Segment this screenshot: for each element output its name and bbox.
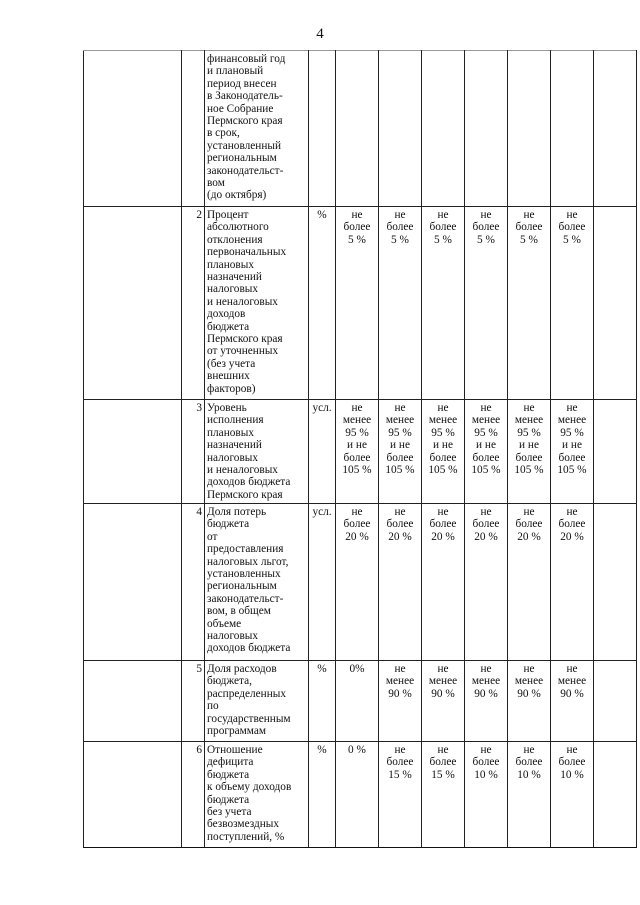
value-text: не более 10 % [558,744,586,781]
table-cell-value [551,207,594,400]
table-cell-value [551,742,594,848]
indicator-name-text: финансовый год и плановый период внесен в Законодатель- ное Собрание Пермского края в срок, установленный региональным законодательст- вом (до октября) [207,53,286,202]
table-cell-value [379,504,422,661]
table-cell-blank [84,661,182,742]
table-cell-value [422,504,465,661]
table-cell-value [508,51,551,207]
value-text: не менее 90 % [557,663,587,700]
table-cell-unit: % [309,207,336,400]
value-text: не более 20 % [515,506,543,543]
value-text: 0 % [348,744,366,756]
table-row [84,51,637,207]
table-cell-value [379,51,422,207]
table-cell-value [422,742,465,848]
table-cell-value [336,400,379,504]
value-text: не менее 90 % [471,663,501,700]
value-text: не более 5 % [386,209,414,246]
table-cell-indicator-name [205,742,309,848]
table-cell-indicator-name [205,51,309,207]
value-text: не более 20 % [386,506,414,543]
table-cell-value [379,661,422,742]
table-cell-indicator-name [205,504,309,661]
table-cell-blank [84,400,182,504]
table-cell-value [465,400,508,504]
table-cell-indicator-name [205,661,309,742]
table-cell-number: 4 [182,504,205,661]
table-cell-value [551,661,594,742]
value-text: не более 20 % [472,506,500,543]
indicator-name-text: Процент абсолютного отклонения первоначальных плановых назначений налоговых и неналоговых доходов бюджета Пермского края от уточненных (без учета внешних факторов) [207,209,287,395]
table-cell-number: 6 [182,742,205,848]
table-cell-unit [309,51,336,207]
table-cell-number: 3 [182,400,205,504]
table-cell-value [465,742,508,848]
table-cell-unit: усл. [309,400,336,504]
value-text: не менее 95 % и не более 105 % [514,402,544,477]
table-cell-unit: % [309,661,336,742]
table-cell-value [594,51,637,207]
table-cell-value [508,661,551,742]
table-row [84,661,637,742]
table-cell-value [594,661,637,742]
value-text: 0% [349,663,365,675]
table-cell-value [379,207,422,400]
table-cell-value [379,742,422,848]
value-text: не менее 90 % [514,663,544,700]
value-text: не более 20 % [343,506,371,543]
table-cell-value [594,504,637,661]
table-cell-value [336,51,379,207]
value-text: не более 15 % [429,744,457,781]
table-cell-value [422,400,465,504]
table-cell-value [551,504,594,661]
table-cell-value [594,207,637,400]
value-text: не менее 95 % и не более 105 % [471,402,501,477]
value-text: не более 5 % [515,209,543,246]
value-text: не более 20 % [429,506,457,543]
table-cell-value [465,207,508,400]
table-cell-value [594,742,637,848]
page-number: 4 [316,26,324,42]
value-text: не более 10 % [515,744,543,781]
table-cell-value [336,661,379,742]
table-cell-value [465,504,508,661]
table-row [84,742,637,848]
indicators-table [83,50,637,848]
indicators-table-body [84,51,637,848]
table-cell-value [336,207,379,400]
value-text: не менее 90 % [385,663,415,700]
table-cell-value [551,51,594,207]
table-cell-blank [84,51,182,207]
table-cell-number: 5 [182,661,205,742]
table-cell-value [508,742,551,848]
table-row [84,207,637,400]
table-cell-unit: % [309,742,336,848]
table-cell-number [182,51,205,207]
table-cell-value [336,504,379,661]
value-text: не менее 95 % и не более 105 % [342,402,372,477]
table-cell-value [551,400,594,504]
value-text: не более 20 % [558,506,586,543]
indicator-name-text: Уровень исполнения плановых назначений налоговых и неналоговых доходов бюджета Пермского края [207,402,291,501]
value-text: не более 5 % [343,209,371,246]
table-cell-value [422,661,465,742]
indicator-name-text: Доля расходов бюджета, распределенных по государственным программам [207,663,291,738]
value-text: не более 10 % [472,744,500,781]
indicator-name-text: Доля потерь бюджета от предоставления налоговых льгот, установленных региональным законодательст- вом, в общем объеме налоговых доходов бюджета [207,506,291,655]
table-cell-value [422,207,465,400]
table-cell-blank [84,207,182,400]
table-cell-value [422,51,465,207]
value-text: не менее 95 % и не более 105 % [385,402,415,477]
table-row [84,400,637,504]
value-text: не более 5 % [429,209,457,246]
value-text: не более 5 % [472,209,500,246]
value-text: не менее 95 % и не более 105 % [428,402,458,477]
table-cell-blank [84,504,182,661]
table-cell-blank [84,742,182,848]
table-cell-indicator-name [205,400,309,504]
value-text: не менее 95 % и не более 105 % [557,402,587,477]
table-cell-value [465,51,508,207]
table-cell-value [379,400,422,504]
table-cell-value [508,207,551,400]
table-cell-value [508,400,551,504]
value-text: не более 15 % [386,744,414,781]
table-cell-value [465,661,508,742]
table-cell-number: 2 [182,207,205,400]
table-cell-value [336,742,379,848]
table-cell-indicator-name [205,207,309,400]
value-text: не менее 90 % [428,663,458,700]
indicator-name-text: Отношение дефицита бюджета к объему доходов бюджета без учета безвозмездных поступлений, % [207,744,292,843]
value-text: не более 5 % [558,209,586,246]
table-cell-value [594,400,637,504]
table-cell-unit: усл. [309,504,336,661]
table-row [84,504,637,661]
table-cell-value [508,504,551,661]
